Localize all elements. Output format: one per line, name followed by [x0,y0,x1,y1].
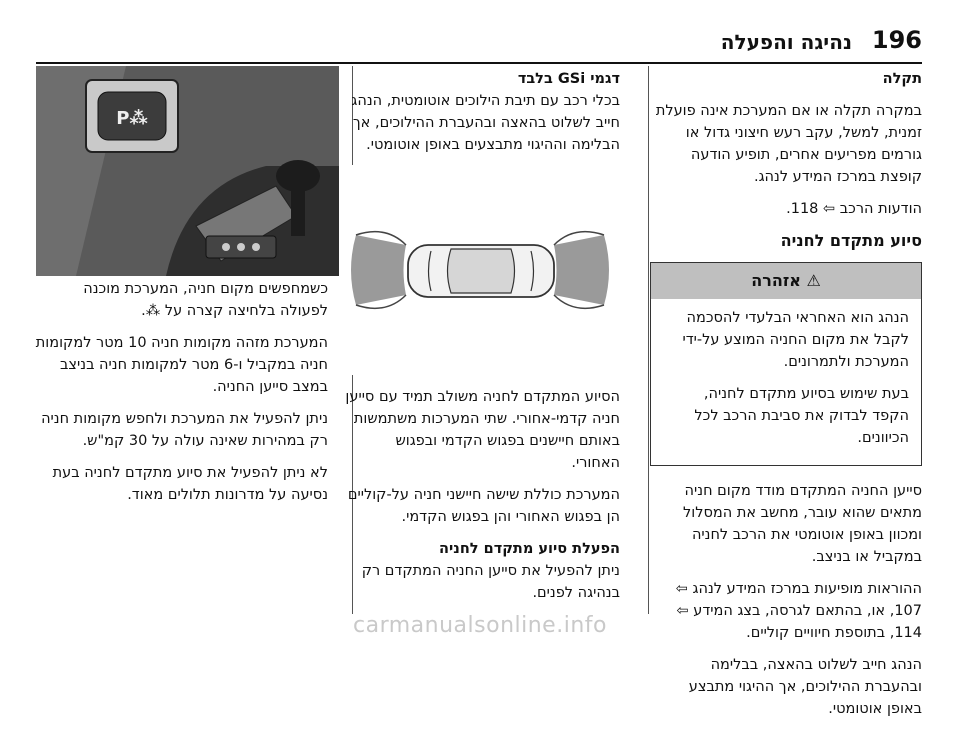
paragraph: הנהג חייב לשלוט בהאצה, בבלימה ובהעברת ההילוכים, אך ההיגוי מתבצע באופן אוטומטי. [688,657,922,717]
warning-icon: ⚠ [806,271,821,290]
paragraph: ההוראות מופיעות במרכז המידע לנהג ⇦ 107, או, בהתאם לגרסה, בצג המידע ⇦ 114, בתוספת חיוויים קוליים. [675,581,922,641]
gear-shift-figure [36,66,339,276]
car-top-view-icon [408,245,554,297]
car-sensor-illustration [346,165,614,375]
warning-label: אזהרה [751,271,801,290]
paragraph: הסיוע המתקדם לחניה משולב תמיד עם סייען חניה קדמי-אחורי. שתי המערכות משתמשות באותם חיישנים בפגוש הקדמי ובפגוש האחורי. [345,389,620,471]
console-illustration [36,66,339,276]
park-assist-button-label: P⁂ [116,108,148,129]
warning-text: הנהג הוא האחראי הבלעדי להסכמה לקבל את מקום החניה המוצע על-ידי המערכת ולתמרונים. [682,310,909,370]
sensor-coverage-figure [346,165,614,375]
column-divider-right [648,66,649,614]
section-heading-activation: הפעלת סיוע מתקדם לחניה [439,541,620,557]
watermark: carmanualsonline.info [353,613,607,638]
paragraph: סייען החניה המתקדם מודד מקום חניה מתאים שהוא עובר, מחשב את המסלול ומכוון באופן אוטומטי את הרכב לחניה במקביל או בניצב. [683,483,922,565]
rear-sensor-zone [351,235,406,305]
page-number: 196 [871,26,922,54]
page-title: נהיגה והפעלה [720,30,852,54]
section-heading-parking-assist: סיוע מתקדם לחניה [780,231,922,250]
section-heading-fault: תקלה [882,71,922,87]
paragraph: בכלי רכב עם תיבת הילוכים אוטומטית, הנהג חייב לשלוט בהאצה ובהעברת ההילוכים, אך הבלימה וההיגוי מתבצעים באופן אוטומטי. [351,93,620,153]
warning-box [650,262,922,466]
warning-text: בעת שימוש בסיוע מתקדם לחניה, הקפד לבדוק את סביבת הרכב לכל הכיוונים. [694,386,909,446]
paragraph: המערכת מזהה מקומות חניה 10 מטר למקומות חניה במקביל ו-6 מטר למקומות חניה בניצב במצב סייען החניה. [35,335,328,395]
middle-column-lower [344,386,620,614]
warning-header [651,263,921,299]
cross-reference: הודעות הרכב ⇦ 118. [786,201,922,217]
front-sensor-zone [554,235,609,305]
header-rule [36,62,922,64]
middle-column [344,68,620,166]
paragraph: ניתן להפעיל את המערכת ולחפש מקומות חניה רק במהירות שאינה עולה על 30 קמ"ש. [41,411,328,449]
page-header [0,22,960,62]
paragraph: כשמחפשים מקום חניה, המערכת מוכנה לפעולה בלחיצה קצרה על ⁂. [83,281,328,319]
paragraph: המערכת כוללת שישה חיישני חניה על-קוליים הן בפגוש האחורי והן בפגוש הקדמי. [347,487,620,525]
paragraph: לא ניתן להפעיל את סיוע מתקדם לחניה בעת נסיעה על מדרונות תלולים מאוד. [52,465,328,503]
paragraph: במקרה תקלה או אם המערכת אינה פועלת זמנית, למשל, עקב רעש חיצוני גדול או גורמים מפריעים אחרים, תופיע הודעה קופצת במרכז המידע לנהג. [655,103,922,185]
left-column [32,278,328,516]
paragraph: ניתן להפעיל את סייען החניה המתקדם רק בנהיגה לפנים. [361,563,620,601]
section-heading-gsi: דגמי GSi בלבד [517,71,620,87]
